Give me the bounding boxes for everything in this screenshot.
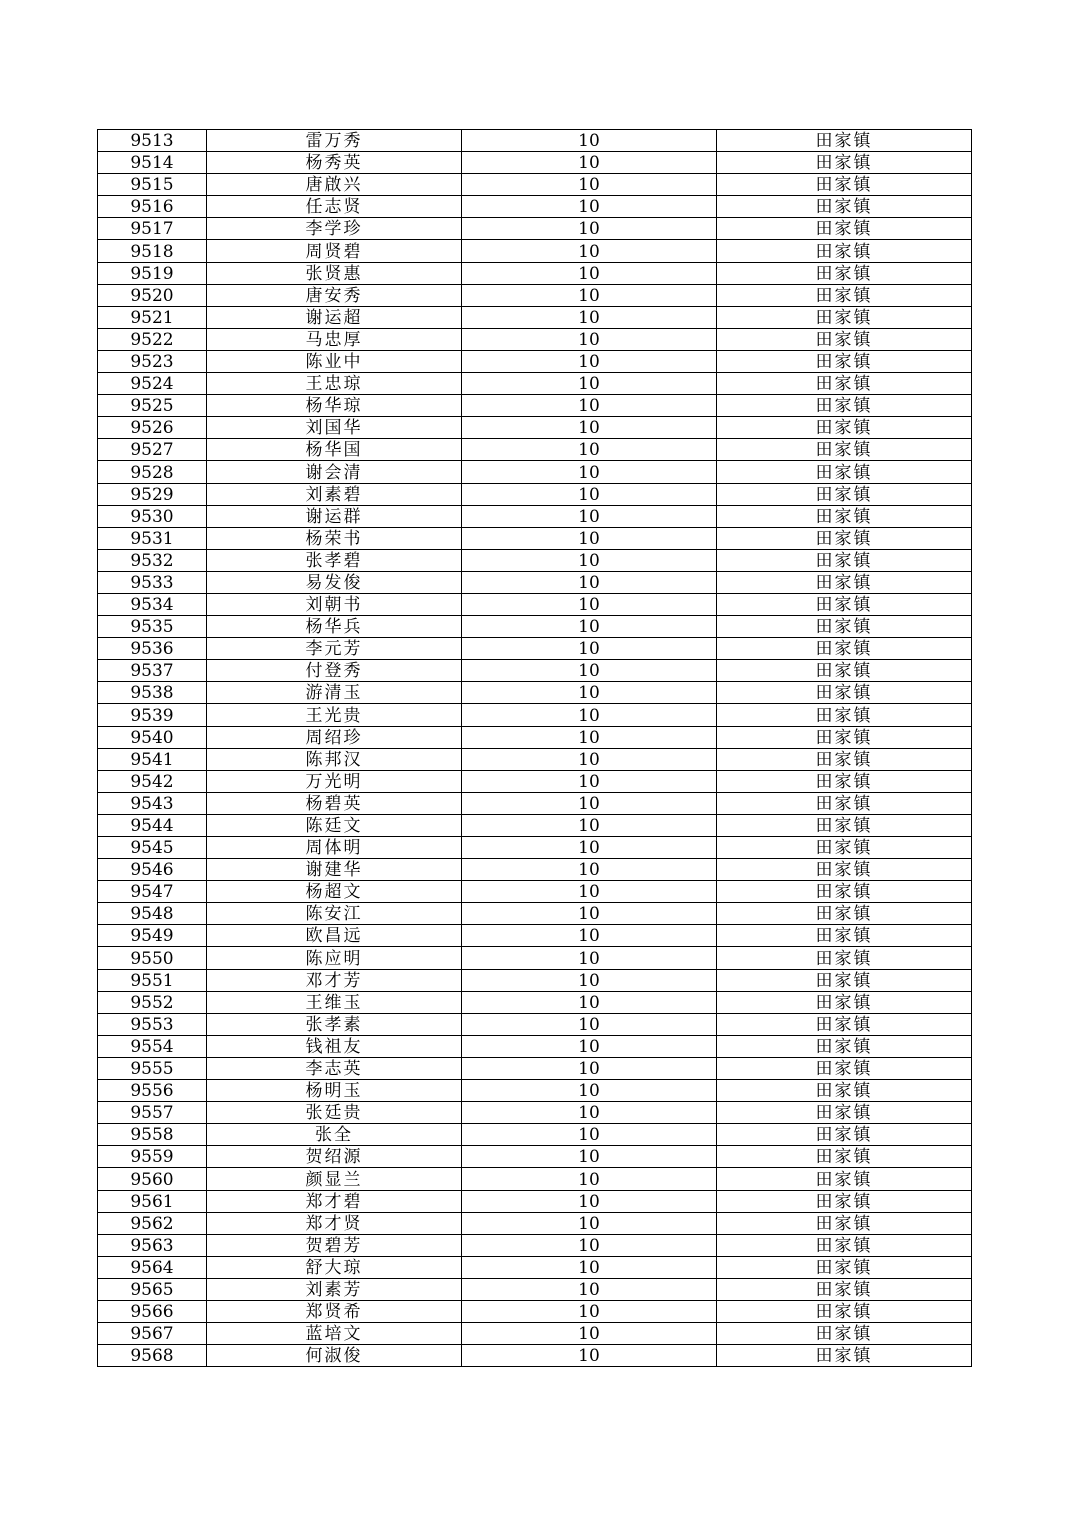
town-cell: 田家镇	[717, 1278, 972, 1300]
town-cell: 田家镇	[717, 1190, 972, 1212]
table-row	[98, 593, 972, 615]
amount-cell: 10	[462, 704, 717, 726]
row-number-cell: 9525	[98, 395, 207, 417]
table-row	[98, 881, 972, 903]
amount-cell: 10	[462, 1035, 717, 1057]
amount-cell: 10	[462, 947, 717, 969]
name-cell: 欧昌远	[207, 925, 462, 947]
table-row	[98, 1212, 972, 1234]
table-row	[98, 196, 972, 218]
table-row	[98, 837, 972, 859]
amount-cell: 10	[462, 152, 717, 174]
town-cell: 田家镇	[717, 770, 972, 792]
amount-cell: 10	[462, 1057, 717, 1079]
table-row	[98, 1035, 972, 1057]
amount-cell: 10	[462, 814, 717, 836]
town-cell: 田家镇	[717, 814, 972, 836]
town-cell: 田家镇	[717, 1146, 972, 1168]
name-cell: 李志英	[207, 1057, 462, 1079]
town-cell: 田家镇	[717, 1256, 972, 1278]
table-row	[98, 1057, 972, 1079]
name-cell: 谢运群	[207, 505, 462, 527]
amount-cell: 10	[462, 925, 717, 947]
name-cell: 郑才碧	[207, 1190, 462, 1212]
name-cell: 易发俊	[207, 571, 462, 593]
table-row	[98, 549, 972, 571]
name-cell: 周贤碧	[207, 240, 462, 262]
amount-cell: 10	[462, 660, 717, 682]
amount-cell: 10	[462, 461, 717, 483]
amount-cell: 10	[462, 1190, 717, 1212]
table-row	[98, 417, 972, 439]
town-cell: 田家镇	[717, 130, 972, 152]
row-number-cell: 9523	[98, 350, 207, 372]
amount-cell: 10	[462, 1168, 717, 1190]
amount-cell: 10	[462, 306, 717, 328]
table-row	[98, 174, 972, 196]
table-row	[98, 616, 972, 638]
row-number-cell: 9520	[98, 284, 207, 306]
town-cell: 田家镇	[717, 373, 972, 395]
amount-cell: 10	[462, 284, 717, 306]
town-cell: 田家镇	[717, 262, 972, 284]
table-row	[98, 814, 972, 836]
row-number-cell: 9546	[98, 859, 207, 881]
amount-cell: 10	[462, 527, 717, 549]
row-number-cell: 9529	[98, 483, 207, 505]
amount-cell: 10	[462, 881, 717, 903]
amount-cell: 10	[462, 1102, 717, 1124]
amount-cell: 10	[462, 240, 717, 262]
row-number-cell: 9550	[98, 947, 207, 969]
town-cell: 田家镇	[717, 859, 972, 881]
row-number-cell: 9549	[98, 925, 207, 947]
table-body	[98, 130, 972, 1367]
name-cell: 王忠琼	[207, 373, 462, 395]
name-cell: 王维玉	[207, 991, 462, 1013]
amount-cell: 10	[462, 328, 717, 350]
table-row	[98, 130, 972, 152]
town-cell: 田家镇	[717, 1013, 972, 1035]
amount-cell: 10	[462, 417, 717, 439]
amount-cell: 10	[462, 350, 717, 372]
town-cell: 田家镇	[717, 837, 972, 859]
town-cell: 田家镇	[717, 925, 972, 947]
town-cell: 田家镇	[717, 1323, 972, 1345]
name-cell: 付登秀	[207, 660, 462, 682]
name-cell: 杨超文	[207, 881, 462, 903]
row-number-cell: 9513	[98, 130, 207, 152]
row-number-cell: 9543	[98, 792, 207, 814]
town-cell: 田家镇	[717, 218, 972, 240]
town-cell: 田家镇	[717, 350, 972, 372]
town-cell: 田家镇	[717, 328, 972, 350]
table-row	[98, 571, 972, 593]
row-number-cell: 9561	[98, 1190, 207, 1212]
table-row	[98, 505, 972, 527]
row-number-cell: 9535	[98, 616, 207, 638]
name-cell: 陈邦汉	[207, 748, 462, 770]
table-row	[98, 240, 972, 262]
row-number-cell: 9516	[98, 196, 207, 218]
town-cell: 田家镇	[717, 748, 972, 770]
amount-cell: 10	[462, 373, 717, 395]
name-cell: 贺碧芳	[207, 1234, 462, 1256]
row-number-cell: 9544	[98, 814, 207, 836]
row-number-cell: 9541	[98, 748, 207, 770]
amount-cell: 10	[462, 505, 717, 527]
name-cell: 李元芳	[207, 638, 462, 660]
row-number-cell: 9562	[98, 1212, 207, 1234]
row-number-cell: 9545	[98, 837, 207, 859]
town-cell: 田家镇	[717, 1345, 972, 1367]
row-number-cell: 9559	[98, 1146, 207, 1168]
town-cell: 田家镇	[717, 593, 972, 615]
row-number-cell: 9551	[98, 969, 207, 991]
row-number-cell: 9524	[98, 373, 207, 395]
row-number-cell: 9552	[98, 991, 207, 1013]
town-cell: 田家镇	[717, 881, 972, 903]
name-cell: 王光贵	[207, 704, 462, 726]
table-row	[98, 1190, 972, 1212]
amount-cell: 10	[462, 483, 717, 505]
town-cell: 田家镇	[717, 1102, 972, 1124]
amount-cell: 10	[462, 130, 717, 152]
amount-cell: 10	[462, 859, 717, 881]
name-cell: 陈应明	[207, 947, 462, 969]
table-row	[98, 262, 972, 284]
town-cell: 田家镇	[717, 527, 972, 549]
table-row	[98, 1323, 972, 1345]
name-cell: 刘朝书	[207, 593, 462, 615]
name-cell: 刘国华	[207, 417, 462, 439]
town-cell: 田家镇	[717, 1234, 972, 1256]
name-cell: 张孝素	[207, 1013, 462, 1035]
name-cell: 张廷贵	[207, 1102, 462, 1124]
table-row	[98, 748, 972, 770]
row-number-cell: 9522	[98, 328, 207, 350]
name-cell: 何淑俊	[207, 1345, 462, 1367]
town-cell: 田家镇	[717, 306, 972, 328]
table-row	[98, 527, 972, 549]
town-cell: 田家镇	[717, 1300, 972, 1322]
table-row	[98, 903, 972, 925]
table-row	[98, 682, 972, 704]
row-number-cell: 9555	[98, 1057, 207, 1079]
town-cell: 田家镇	[717, 638, 972, 660]
town-cell: 田家镇	[717, 196, 972, 218]
name-cell: 刘素芳	[207, 1278, 462, 1300]
row-number-cell: 9558	[98, 1124, 207, 1146]
row-number-cell: 9527	[98, 439, 207, 461]
table-row	[98, 373, 972, 395]
amount-cell: 10	[462, 726, 717, 748]
row-number-cell: 9530	[98, 505, 207, 527]
row-number-cell: 9539	[98, 704, 207, 726]
table-row	[98, 859, 972, 881]
row-number-cell: 9538	[98, 682, 207, 704]
town-cell: 田家镇	[717, 1057, 972, 1079]
table-row	[98, 1102, 972, 1124]
town-cell: 田家镇	[717, 969, 972, 991]
town-cell: 田家镇	[717, 174, 972, 196]
amount-cell: 10	[462, 1256, 717, 1278]
amount-cell: 10	[462, 638, 717, 660]
amount-cell: 10	[462, 837, 717, 859]
row-number-cell: 9565	[98, 1278, 207, 1300]
name-cell: 周绍珍	[207, 726, 462, 748]
town-cell: 田家镇	[717, 903, 972, 925]
table-row	[98, 1234, 972, 1256]
town-cell: 田家镇	[717, 1124, 972, 1146]
table-row	[98, 461, 972, 483]
row-number-cell: 9540	[98, 726, 207, 748]
row-number-cell: 9563	[98, 1234, 207, 1256]
name-cell: 谢会清	[207, 461, 462, 483]
name-cell: 雷万秀	[207, 130, 462, 152]
row-number-cell: 9567	[98, 1323, 207, 1345]
row-number-cell: 9548	[98, 903, 207, 925]
town-cell: 田家镇	[717, 1035, 972, 1057]
row-number-cell: 9514	[98, 152, 207, 174]
amount-cell: 10	[462, 1013, 717, 1035]
town-cell: 田家镇	[717, 682, 972, 704]
name-cell: 杨华国	[207, 439, 462, 461]
amount-cell: 10	[462, 682, 717, 704]
amount-cell: 10	[462, 748, 717, 770]
name-cell: 郑才贤	[207, 1212, 462, 1234]
row-number-cell: 9554	[98, 1035, 207, 1057]
town-cell: 田家镇	[717, 505, 972, 527]
name-cell: 杨碧英	[207, 792, 462, 814]
table-row	[98, 1168, 972, 1190]
amount-cell: 10	[462, 991, 717, 1013]
table-row	[98, 704, 972, 726]
amount-cell: 10	[462, 1146, 717, 1168]
amount-cell: 10	[462, 196, 717, 218]
name-cell: 唐安秀	[207, 284, 462, 306]
table-row	[98, 350, 972, 372]
name-cell: 游清玉	[207, 682, 462, 704]
table-row	[98, 1146, 972, 1168]
town-cell: 田家镇	[717, 461, 972, 483]
amount-cell: 10	[462, 903, 717, 925]
name-cell: 钱祖友	[207, 1035, 462, 1057]
town-cell: 田家镇	[717, 660, 972, 682]
amount-cell: 10	[462, 439, 717, 461]
row-number-cell: 9532	[98, 549, 207, 571]
row-number-cell: 9526	[98, 417, 207, 439]
amount-cell: 10	[462, 1124, 717, 1146]
name-cell: 周体明	[207, 837, 462, 859]
table-row	[98, 969, 972, 991]
amount-cell: 10	[462, 549, 717, 571]
amount-cell: 10	[462, 571, 717, 593]
table-row	[98, 1256, 972, 1278]
name-cell: 陈廷文	[207, 814, 462, 836]
table-row	[98, 660, 972, 682]
data-table	[97, 129, 972, 1367]
row-number-cell: 9521	[98, 306, 207, 328]
amount-cell: 10	[462, 218, 717, 240]
amount-cell: 10	[462, 395, 717, 417]
town-cell: 田家镇	[717, 1168, 972, 1190]
amount-cell: 10	[462, 174, 717, 196]
table-row	[98, 792, 972, 814]
table-row	[98, 483, 972, 505]
town-cell: 田家镇	[717, 549, 972, 571]
name-cell: 杨华琼	[207, 395, 462, 417]
name-cell: 刘素碧	[207, 483, 462, 505]
row-number-cell: 9537	[98, 660, 207, 682]
town-cell: 田家镇	[717, 792, 972, 814]
table-row	[98, 1080, 972, 1102]
town-cell: 田家镇	[717, 152, 972, 174]
town-cell: 田家镇	[717, 483, 972, 505]
row-number-cell: 9528	[98, 461, 207, 483]
table-row	[98, 1345, 972, 1367]
row-number-cell: 9547	[98, 881, 207, 903]
town-cell: 田家镇	[717, 395, 972, 417]
amount-cell: 10	[462, 1345, 717, 1367]
amount-cell: 10	[462, 616, 717, 638]
row-number-cell: 9536	[98, 638, 207, 660]
table-row	[98, 1300, 972, 1322]
row-number-cell: 9517	[98, 218, 207, 240]
town-cell: 田家镇	[717, 1212, 972, 1234]
row-number-cell: 9531	[98, 527, 207, 549]
name-cell: 李学珍	[207, 218, 462, 240]
table-row	[98, 726, 972, 748]
row-number-cell: 9560	[98, 1168, 207, 1190]
name-cell: 贺绍源	[207, 1146, 462, 1168]
row-number-cell: 9519	[98, 262, 207, 284]
name-cell: 陈业中	[207, 350, 462, 372]
name-cell: 唐啟兴	[207, 174, 462, 196]
amount-cell: 10	[462, 1080, 717, 1102]
name-cell: 郑贤希	[207, 1300, 462, 1322]
table-row	[98, 638, 972, 660]
table-row	[98, 1124, 972, 1146]
row-number-cell: 9556	[98, 1080, 207, 1102]
table-row	[98, 925, 972, 947]
name-cell: 杨秀英	[207, 152, 462, 174]
amount-cell: 10	[462, 792, 717, 814]
table-row	[98, 1013, 972, 1035]
name-cell: 杨荣书	[207, 527, 462, 549]
name-cell: 邓才芳	[207, 969, 462, 991]
row-number-cell: 9542	[98, 770, 207, 792]
table-row	[98, 1278, 972, 1300]
town-cell: 田家镇	[717, 726, 972, 748]
table-row	[98, 328, 972, 350]
table-row	[98, 770, 972, 792]
name-cell: 杨华兵	[207, 616, 462, 638]
name-cell: 马忠厚	[207, 328, 462, 350]
table-row	[98, 991, 972, 1013]
table-row	[98, 152, 972, 174]
town-cell: 田家镇	[717, 439, 972, 461]
row-number-cell: 9553	[98, 1013, 207, 1035]
town-cell: 田家镇	[717, 947, 972, 969]
amount-cell: 10	[462, 262, 717, 284]
name-cell: 谢建华	[207, 859, 462, 881]
amount-cell: 10	[462, 1212, 717, 1234]
amount-cell: 10	[462, 1278, 717, 1300]
amount-cell: 10	[462, 593, 717, 615]
name-cell: 张贤惠	[207, 262, 462, 284]
name-cell: 颜显兰	[207, 1168, 462, 1190]
table-row	[98, 439, 972, 461]
town-cell: 田家镇	[717, 240, 972, 262]
name-cell: 张全	[207, 1124, 462, 1146]
table-row	[98, 218, 972, 240]
town-cell: 田家镇	[717, 991, 972, 1013]
name-cell: 陈安江	[207, 903, 462, 925]
town-cell: 田家镇	[717, 1080, 972, 1102]
row-number-cell: 9515	[98, 174, 207, 196]
row-number-cell: 9557	[98, 1102, 207, 1124]
table-row	[98, 947, 972, 969]
town-cell: 田家镇	[717, 571, 972, 593]
town-cell: 田家镇	[717, 616, 972, 638]
name-cell: 杨明玉	[207, 1080, 462, 1102]
town-cell: 田家镇	[717, 417, 972, 439]
name-cell: 张孝碧	[207, 549, 462, 571]
table-row	[98, 284, 972, 306]
table-row	[98, 395, 972, 417]
name-cell: 谢运超	[207, 306, 462, 328]
name-cell: 万光明	[207, 770, 462, 792]
table-row	[98, 306, 972, 328]
amount-cell: 10	[462, 1300, 717, 1322]
row-number-cell: 9534	[98, 593, 207, 615]
amount-cell: 10	[462, 1323, 717, 1345]
amount-cell: 10	[462, 1234, 717, 1256]
amount-cell: 10	[462, 770, 717, 792]
row-number-cell: 9564	[98, 1256, 207, 1278]
town-cell: 田家镇	[717, 284, 972, 306]
row-number-cell: 9533	[98, 571, 207, 593]
name-cell: 任志贤	[207, 196, 462, 218]
row-number-cell: 9566	[98, 1300, 207, 1322]
row-number-cell: 9568	[98, 1345, 207, 1367]
amount-cell: 10	[462, 969, 717, 991]
name-cell: 蓝培文	[207, 1323, 462, 1345]
row-number-cell: 9518	[98, 240, 207, 262]
town-cell: 田家镇	[717, 704, 972, 726]
name-cell: 舒大琼	[207, 1256, 462, 1278]
